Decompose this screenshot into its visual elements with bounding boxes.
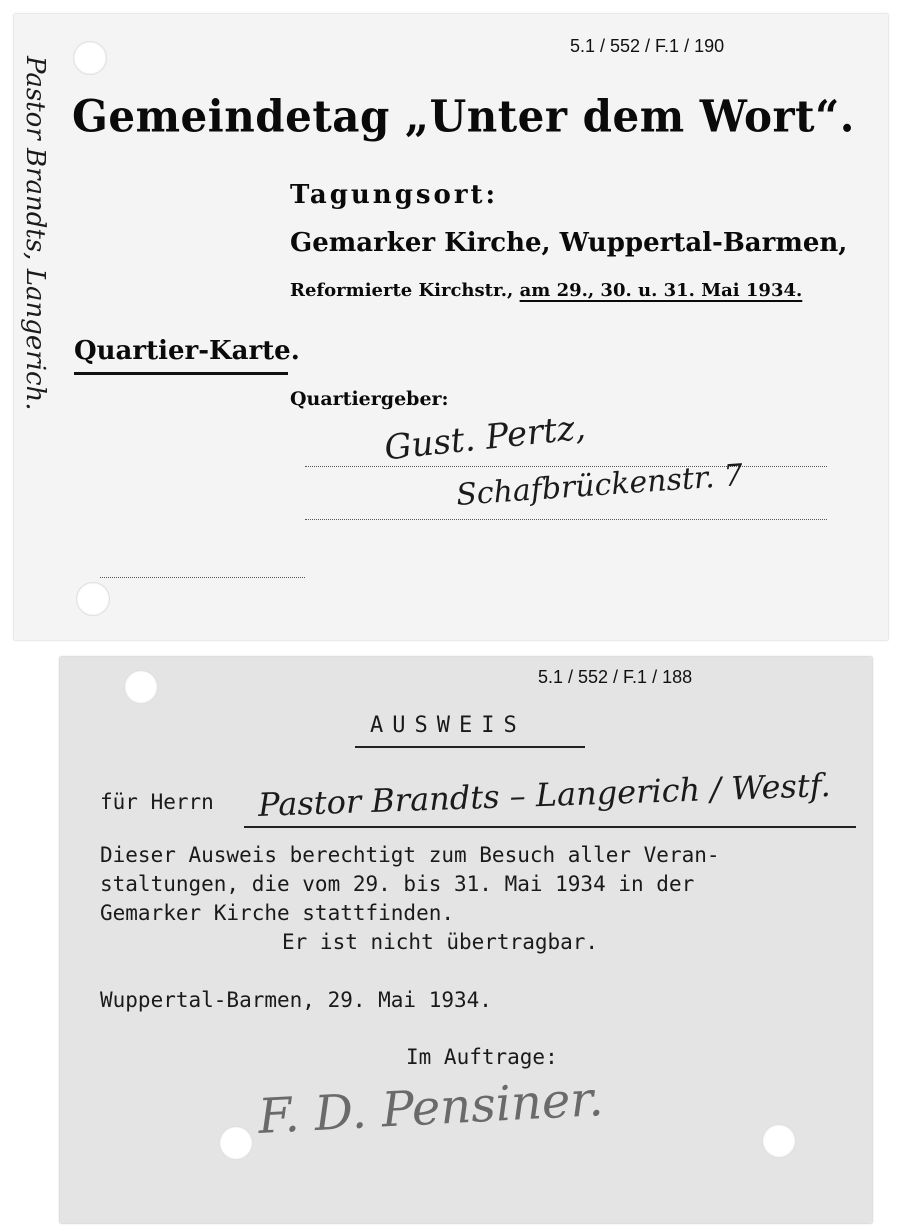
body-text-line: Er ist nicht übertragbar.	[282, 930, 599, 954]
margin-handwritten-note: Pastor Brandts, Langerich.	[20, 56, 50, 411]
holder-label: für Herrn	[100, 790, 214, 814]
punch-hole	[76, 582, 110, 616]
heading-underline	[355, 746, 585, 748]
punch-hole	[73, 41, 107, 75]
place-and-date: Wuppertal-Barmen, 29. Mai 1934.	[100, 988, 492, 1012]
dotted-line	[305, 466, 827, 467]
venue-label: Tagungsort:	[290, 180, 499, 210]
venue-address	[290, 280, 802, 301]
punch-hole	[762, 1124, 796, 1158]
venue-place: Gemarker Kirche, Wuppertal-Barmen,	[290, 228, 848, 258]
punch-hole	[219, 1126, 253, 1160]
street-text: Reformierte Kirchstr.,	[290, 280, 514, 301]
card-type-label: Quartier-Karte.	[74, 336, 300, 366]
authority-label: Im Auftrage:	[406, 1045, 558, 1069]
archive-reference: 5.1 / 552 / F.1 / 190	[570, 36, 725, 56]
body-text-line: Gemarker Kirche stattfinden.	[100, 901, 455, 925]
event-date: am 29., 30. u. 31. Mai 1934.	[519, 280, 803, 301]
holder-name-handwritten: Pastor Brandts – Langerich / Westf.	[257, 766, 832, 824]
underline-rule	[74, 372, 288, 375]
punch-hole	[124, 670, 158, 704]
dotted-line	[100, 577, 305, 578]
host-street-handwritten: Schafbrückenstr. 7	[455, 458, 745, 513]
archive-reference: 5.1 / 552 / F.1 / 188	[538, 667, 693, 687]
card-title: Gemeindetag „Unter dem Wort“.	[72, 90, 855, 143]
signature-handwritten: F. D. Pensiner.	[256, 1071, 605, 1145]
dotted-line	[305, 519, 827, 520]
host-name-handwritten: Gust. Pertz,	[382, 407, 588, 469]
name-underline	[244, 826, 856, 828]
body-text-line: staltungen, die vom 29. bis 31. Mai 1934 in der	[100, 872, 695, 896]
card-heading: AUSWEIS	[370, 713, 526, 738]
body-text-line: Dieser Ausweis berechtigt zum Besuch aller Veran-	[100, 843, 720, 867]
host-label: Quartiergeber:	[290, 388, 449, 410]
